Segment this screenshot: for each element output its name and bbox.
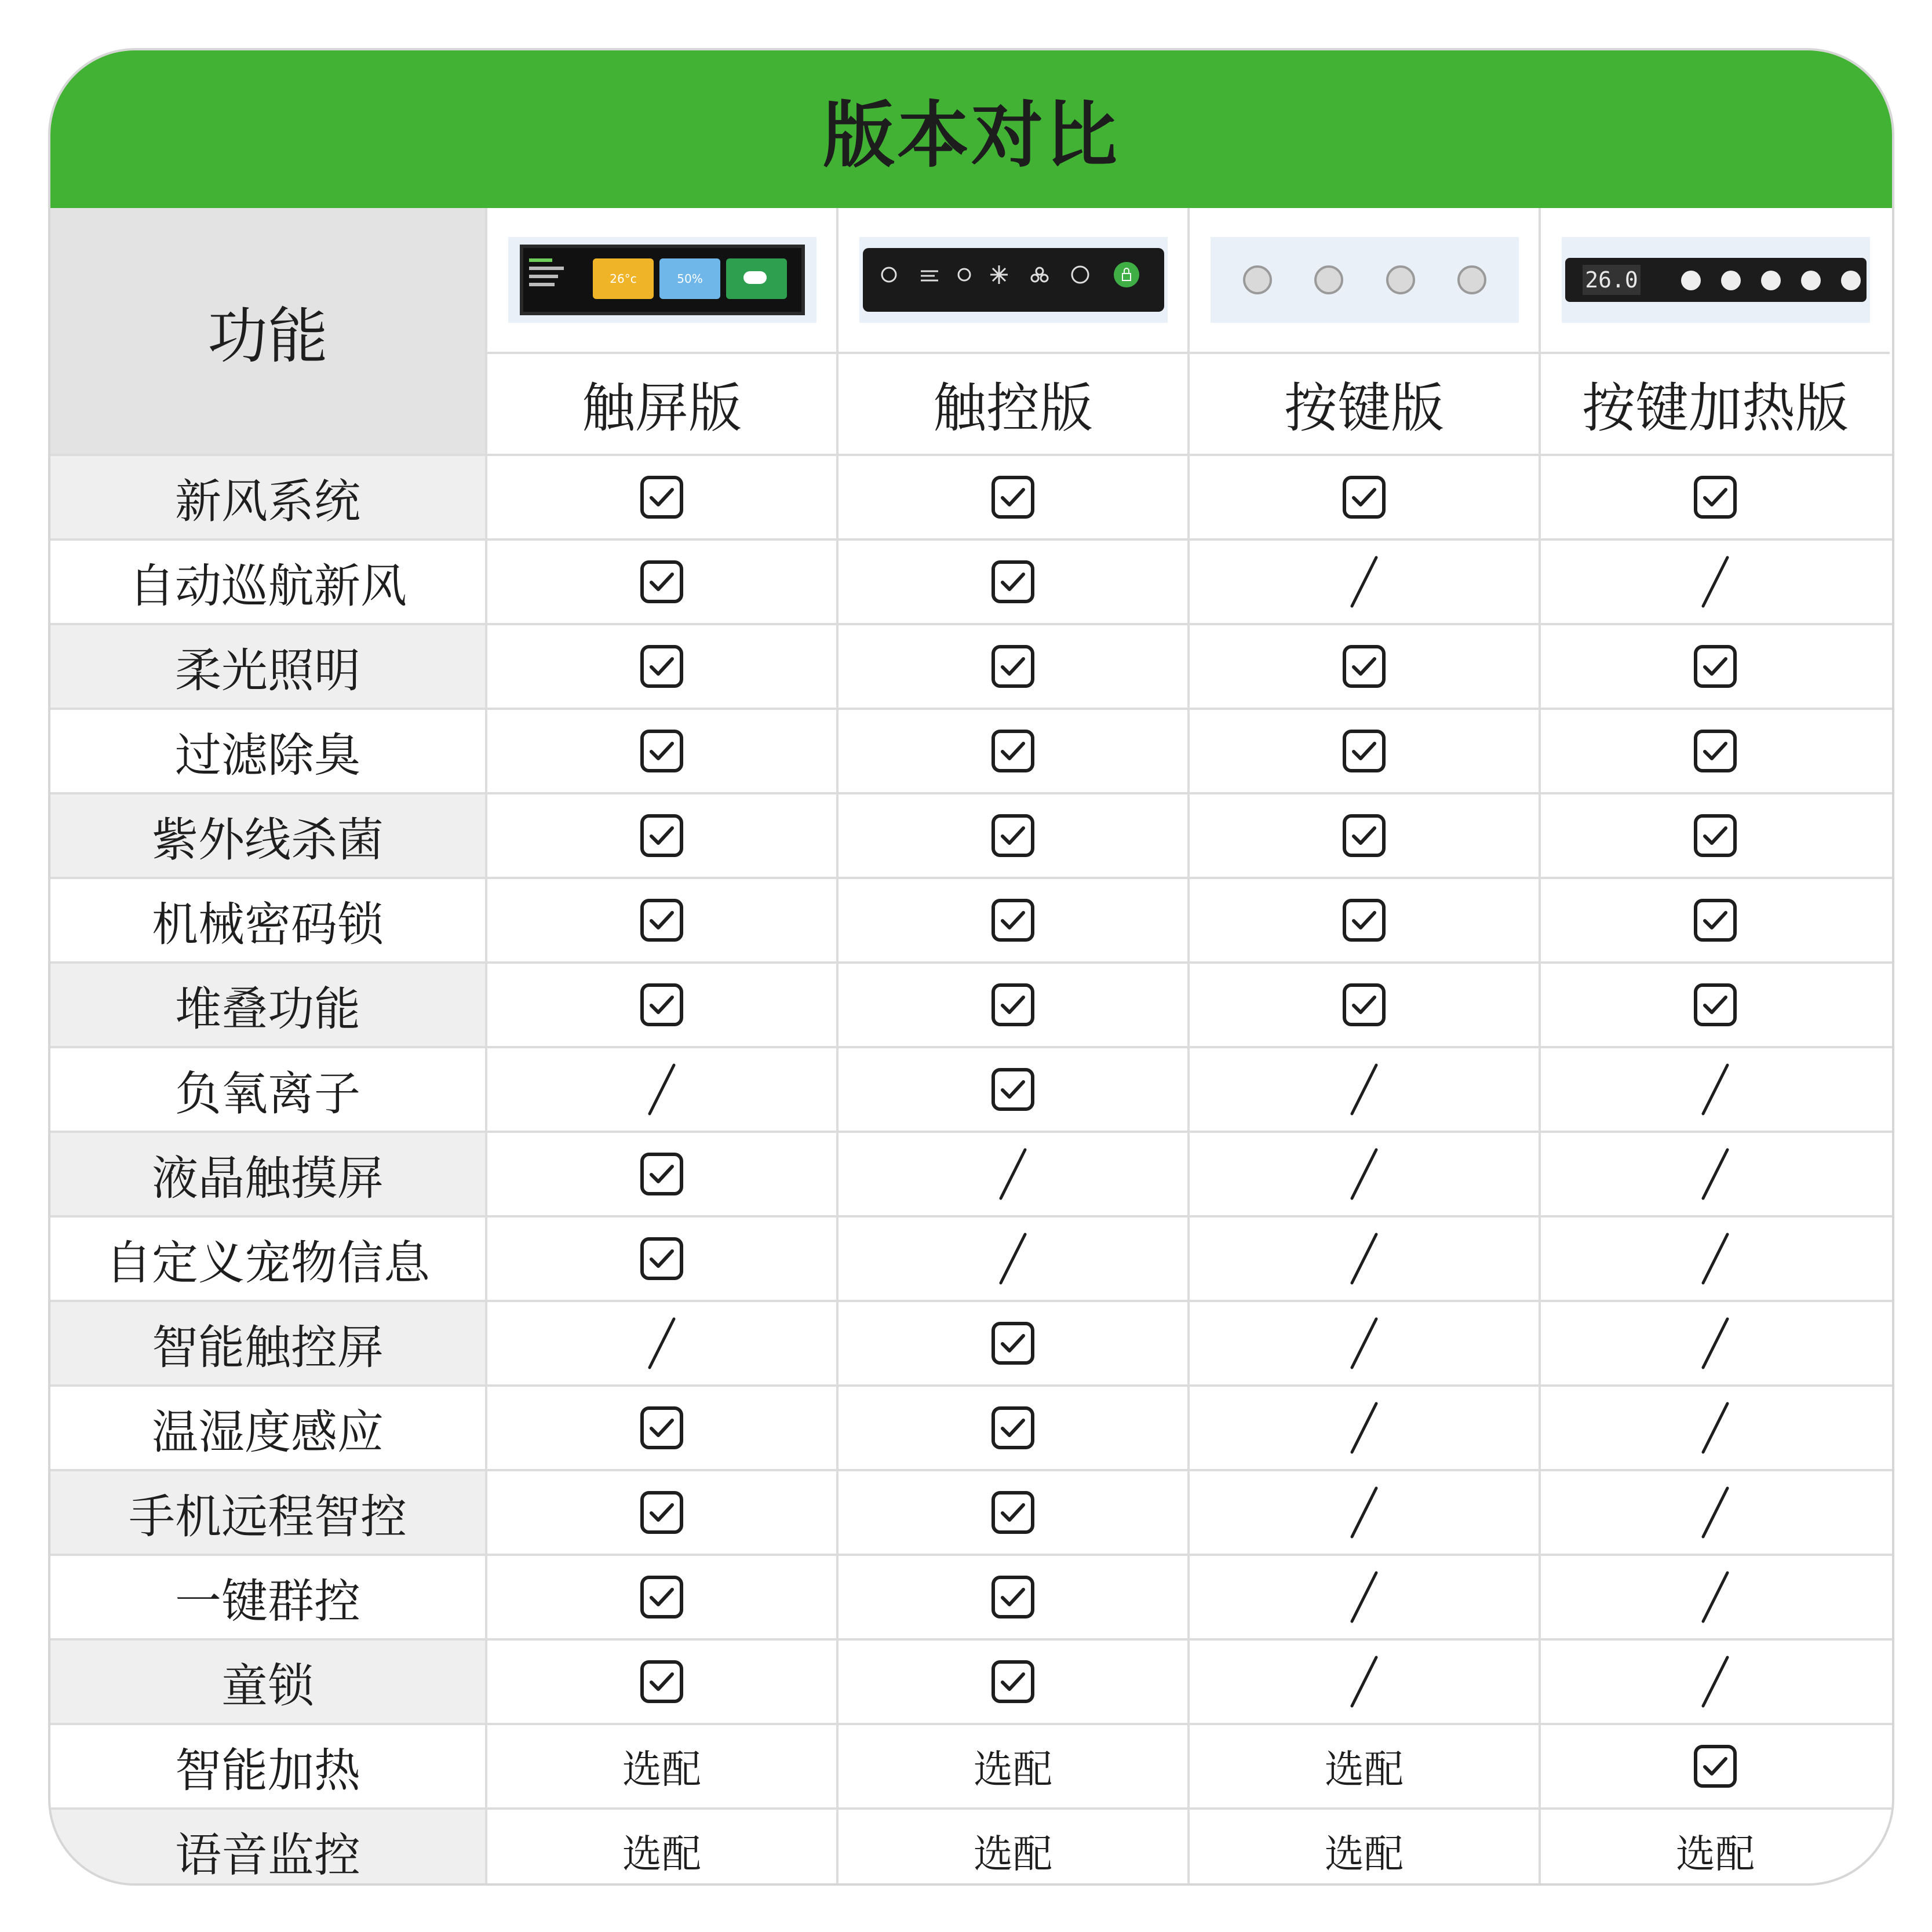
version-column-touchscreen [485,208,836,454]
check-icon [1342,644,1386,688]
feature-label: 新风系统 [50,456,485,538]
check-icon [991,1067,1035,1111]
slash-icon [1344,1231,1384,1286]
table-row [50,1133,1892,1217]
temperature-display: 26.0 [1583,265,1641,295]
table-cell [1187,964,1539,1046]
check-icon [640,1152,684,1196]
feature-label: 液晶触摸屏 [50,1133,485,1215]
touch-control-icons [863,248,1164,312]
check-icon [1342,898,1386,942]
slash-icon [993,1231,1033,1286]
table-body [50,456,1892,1886]
table-cell [1187,1048,1539,1131]
slash-icon [1344,1062,1384,1117]
check-icon [991,1406,1035,1450]
knob-icon [1457,265,1486,294]
check-icon [1693,1744,1737,1788]
feature-label: 语音监控 [50,1810,485,1886]
table-row [50,1556,1892,1641]
feature-label: 柔光照明 [50,625,485,708]
check-icon [991,560,1035,604]
slash-icon [1344,1569,1384,1625]
optional-label: 选配 [973,1747,1052,1793]
table-cell [485,1556,836,1638]
touch-control-panel-image [859,237,1168,323]
slash-icon [641,1062,682,1117]
table-row [50,879,1892,964]
check-icon [1693,898,1737,942]
table-cell [1539,625,1890,708]
table-cell [1539,794,1890,877]
table-cell [1539,541,1890,623]
table-cell [1187,1387,1539,1469]
check-icon [640,1406,684,1450]
optional-label: 选配 [1324,1831,1404,1878]
knob-icon [1386,265,1415,294]
version-column-touch-control [836,208,1187,454]
table-cell [1539,1133,1890,1215]
feature-label: 温湿度感应 [152,1405,384,1459]
table-cell [836,1810,1187,1886]
optional-label: 选配 [622,1831,701,1878]
check-icon [640,475,684,519]
feature-label: 智能触控屏 [50,1302,485,1384]
table-cell [1539,1556,1890,1638]
feature-label: 过滤除臭 [175,728,360,782]
table-row [50,625,1892,710]
table-cell [1187,1133,1539,1215]
check-icon [640,560,684,604]
version-name: 按键版 [1284,377,1444,439]
slash-icon [1344,554,1384,610]
table-row [50,1471,1892,1556]
feature-label: 自定义宠物信息 [105,1235,430,1290]
table-row [50,1302,1892,1387]
check-icon [991,729,1035,773]
table-cell [1539,1810,1890,1886]
table-cell [836,1302,1187,1384]
table-cell [1187,1302,1539,1384]
table-cell [836,456,1187,538]
optional-label: 选配 [1675,1831,1755,1878]
button-panel-image [1211,237,1519,323]
touch-control-panel [863,248,1164,312]
slash-icon [1695,1485,1736,1540]
feature-label: 紫外线杀菌 [50,794,485,877]
slash-icon [1695,1062,1736,1117]
slash-icon [1695,554,1736,610]
table-row [50,964,1892,1048]
title-banner [50,50,1892,208]
check-icon [640,814,684,858]
table-cell [485,541,836,623]
check-icon [640,898,684,942]
table-row [50,1641,1892,1725]
version-column-button-heating [1539,208,1890,454]
button-heating-panel [1565,258,1867,302]
table-row [50,1387,1892,1471]
button-heating-panel-image [1562,237,1870,323]
table-cell [1539,1217,1890,1300]
panel-menu-icon [529,256,587,297]
table-cell [1187,1725,1539,1807]
version-name: 触屏版 [581,377,742,439]
table-cell [1187,879,1539,961]
table-cell [1187,1217,1539,1300]
slash-icon [1695,1569,1736,1625]
check-icon [1342,814,1386,858]
table-cell [485,625,836,708]
table-cell [1539,879,1890,961]
slash-icon [1695,1315,1736,1371]
table-cell [485,710,836,792]
table-cell [836,541,1187,623]
slash-icon [1344,1400,1384,1456]
table-cell [836,1387,1187,1469]
slash-icon [1344,1315,1384,1371]
table-cell [485,794,836,877]
table-row [50,794,1892,879]
table-cell [485,1217,836,1300]
table-cell [1539,1048,1890,1131]
table-row [50,1048,1892,1133]
check-icon [1693,729,1737,773]
temperature-tile [593,258,654,299]
check-icon [1693,983,1737,1027]
slash-icon [1344,1654,1384,1709]
feature-label: 智能加热 [175,1743,360,1798]
optional-label: 选配 [973,1831,1052,1878]
slash-icon [1344,1485,1384,1540]
table-cell [1539,710,1890,792]
table-row [50,1217,1892,1302]
touchscreen-panel-image [508,237,816,323]
slash-icon [1344,1146,1384,1202]
table-header [50,208,1892,456]
check-icon [991,983,1035,1027]
table-cell [1187,1556,1539,1638]
table-cell [1539,964,1890,1046]
toggle-tile [726,258,787,299]
check-icon [1693,475,1737,519]
table-cell [485,1810,836,1886]
table-cell [1539,1471,1890,1554]
check-icon [1693,644,1737,688]
table-cell [836,1725,1187,1807]
table-cell [1187,1471,1539,1554]
feature-label: 堆叠功能 [50,964,485,1046]
table-cell [485,1641,836,1723]
table-cell [836,1471,1187,1554]
table-cell [1539,1387,1890,1469]
check-icon [991,898,1035,942]
table-cell [1187,541,1539,623]
table-row [50,1725,1892,1810]
feature-label: 自动巡航新风 [129,559,407,613]
table-cell [836,1133,1187,1215]
slash-icon [1695,1654,1736,1709]
check-icon [640,644,684,688]
check-icon [991,644,1035,688]
slash-icon [993,1146,1033,1202]
touchscreen-panel [520,245,805,315]
temperature-value: 26°c [610,272,637,286]
humidity-value: 50% [677,272,703,286]
table-cell [485,1387,836,1469]
slash-icon [1695,1146,1736,1202]
table-cell [836,1048,1187,1131]
check-icon [1693,814,1737,858]
check-icon [1342,475,1386,519]
table-cell [485,1048,836,1131]
table-row [50,541,1892,625]
version-name: 按键加热版 [1581,377,1849,439]
feature-label: 一键群控 [175,1574,360,1628]
table-cell [1187,625,1539,708]
check-icon [991,1660,1035,1704]
table-cell [836,710,1187,792]
feature-label: 童锁 [50,1641,485,1723]
table-cell [485,964,836,1046]
humidity-tile [659,258,720,299]
knob-icon [1243,265,1272,294]
slash-icon [1695,1400,1736,1456]
button-row [1681,271,1861,290]
check-icon [1342,729,1386,773]
check-icon [640,1237,684,1281]
table-cell [1539,1725,1890,1807]
version-column-button [1187,208,1539,454]
check-icon [640,1490,684,1534]
check-icon [991,814,1035,858]
check-icon [1342,983,1386,1027]
table-cell [836,625,1187,708]
table-cell [1539,456,1890,538]
page-title: 版本对比 [822,94,1120,177]
check-icon [640,1575,684,1619]
table-cell [1187,1810,1539,1886]
table-cell [485,1133,836,1215]
table-cell [836,964,1187,1046]
slash-icon [641,1315,682,1371]
check-icon [991,475,1035,519]
feature-label: 机械密码锁 [152,897,384,952]
table-cell [1187,710,1539,792]
table-cell [485,879,836,961]
check-icon [640,729,684,773]
check-icon [991,1490,1035,1534]
check-icon [640,1660,684,1704]
comparison-card [48,48,1894,1886]
table-cell [1187,1641,1539,1723]
table-row [50,1810,1892,1886]
table-cell [485,1471,836,1554]
table-cell [1187,794,1539,877]
check-icon [640,983,684,1027]
table-cell [485,1725,836,1807]
table-cell [836,1556,1187,1638]
button-panel [1243,263,1486,297]
feature-column-header: 功能 [50,208,485,454]
table-row [50,710,1892,794]
feature-label: 负氧离子 [175,1066,360,1121]
slash-icon [1695,1231,1736,1286]
table-cell [836,1217,1187,1300]
table-cell [1187,456,1539,538]
optional-label: 选配 [1324,1747,1404,1793]
table-cell [836,879,1187,961]
check-icon [991,1575,1035,1619]
knob-icon [1314,265,1343,294]
table-cell [1539,1641,1890,1723]
table-cell [485,1302,836,1384]
table-row [50,456,1892,541]
check-icon [991,1321,1035,1365]
table-cell [1539,1302,1890,1384]
comparison-table [50,208,1892,1886]
table-cell [485,456,836,538]
table-cell [836,794,1187,877]
feature-label: 手机远程智控 [50,1471,485,1554]
table-cell [836,1641,1187,1723]
version-name: 触控版 [932,377,1093,439]
optional-label: 选配 [622,1747,701,1793]
